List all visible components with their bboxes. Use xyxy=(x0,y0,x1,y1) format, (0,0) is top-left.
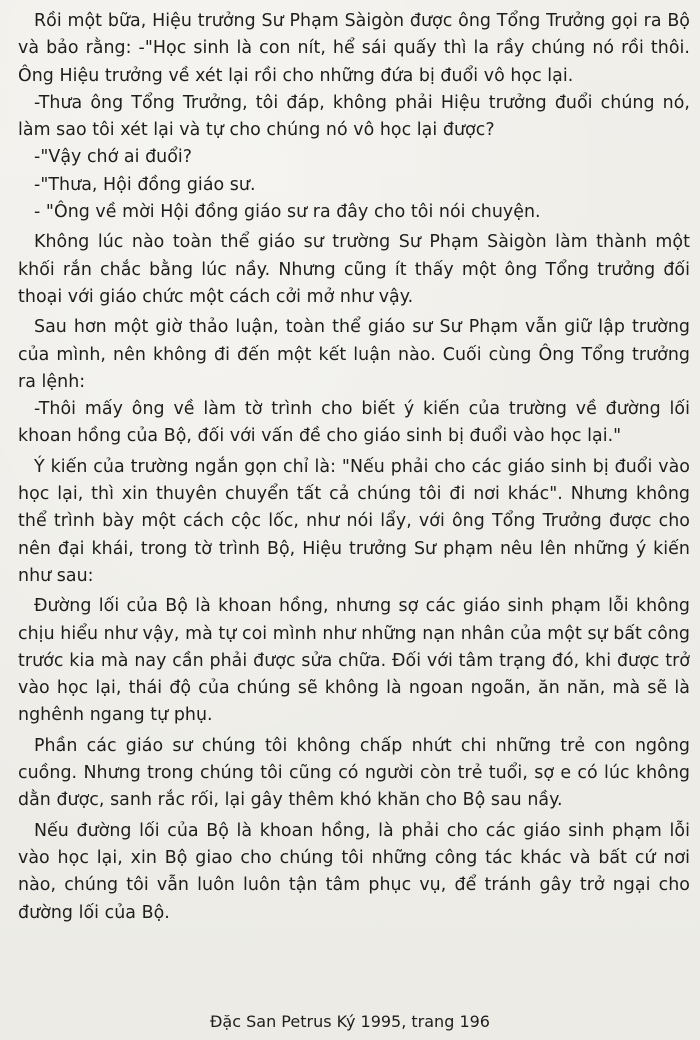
paragraph-ministry-policy: Đường lối của Bộ là khoan hồng, nhưng sợ các giáo sinh phạm lỗi không chịu hiểu như vậy, mà tự coi mình như những nạn nhân của một sự bất công trước kia mà nay cần phải được sửa chữa. Đối với tâm trạng đó, khi được trở vào học lại, thái độ của chúng sẽ không là ngoan ngoãn, ăn năn, mà sẽ là nghênh ngang tự phụ. xyxy=(18,596,690,726)
paragraph-intro: Rồi một bữa, Hiệu trưởng Sư Phạm Sàigòn được ông Tổng Trưởng gọi ra Bộ và bảo rằng: -"Học sinh là con nít, hể sái quấy thì la rầy chúng nó rồi thôi. Ông Hiệu trưởng về xét lại rồi cho những đứa bị đuổi vô học lại. xyxy=(18,11,690,86)
paragraph-conclusion: Nếu đường lối của Bộ là khoan hồng, là phải cho các giáo sinh phạm lỗi vào học lại, xin Bộ giao cho chúng tôi những công tác khác và bất cứ nơi nào, chúng tôi vẫn luôn luôn tận tâm phục vụ, để tránh gây trở ngại cho đường lối của Bộ. xyxy=(18,820,690,923)
dialogue-reply: -Thưa ông Tổng Trưởng, tôi đáp, không phải Hiệu trưởng đuổi chúng nó, làm sao tôi xét lại và tự cho chúng nó vô học lại được? xyxy=(18,92,690,141)
paragraph-discussion: Sau hơn một giờ thảo luận, toàn thể giáo sư Sư Phạm vẫn giữ lập trường của mình, nên không đi đến một kết luận nào. Cuối cùng Ông Tổng trưởng ra lệnh: xyxy=(18,317,690,392)
paragraph-school-opinion: Ý kiến của trường ngắn gọn chỉ là: "Nếu phải cho các giáo sinh bị đuổi vào học lại, thì xin thuyên chuyển tất cả chúng tôi đi nơi khác". Nhưng không thể trình bày một cách cộc lốc, như nói lẩy, với ông Tổng Trưởng được cho nên đại khái, trong tờ trình Bộ, Hiệu trưởng Sư phạm nêu lên những ý kiến như sau: xyxy=(18,456,690,586)
article-body xyxy=(18,8,690,927)
paragraph-solidarity: Không lúc nào toàn thể giáo sư trường Sư Phạm Sàigòn làm thành một khối rắn chắc bằng lúc nầy. Nhưng cũng ít thấy một ông Tổng trưởng đối thoại với giáo chức một cách cởi mở như vậy. xyxy=(18,232,690,307)
dialogue-order: - "Ông về mời Hội đồng giáo sư ra đây cho tôi nói chuyện. xyxy=(34,202,541,223)
dialogue-command: -Thôi mấy ông về làm tờ trình cho biết ý kiến của trường về đường lối khoan hồng của Bộ, đối với vấn đề cho giáo sinh bị đuổi vào học lại." xyxy=(18,399,690,447)
dialogue-answer: -"Thưa, Hội đồng giáo sư. xyxy=(34,174,256,195)
dialogue-question: -"Vậy chớ ai đuổi? xyxy=(34,147,193,168)
paragraph-teachers: Phần các giáo sư chúng tôi không chấp nhứt chi những trẻ con ngông cuồng. Nhưng trong chúng tôi cũng có người còn trẻ tuổi, sợ e có lúc không dằn được, sanh rắc rối, lại gây thêm khó khăn cho Bộ sau nầy. xyxy=(18,735,690,811)
page-footer-citation: Đặc San Petrus Ký 1995, trang 196 xyxy=(210,1012,490,1031)
